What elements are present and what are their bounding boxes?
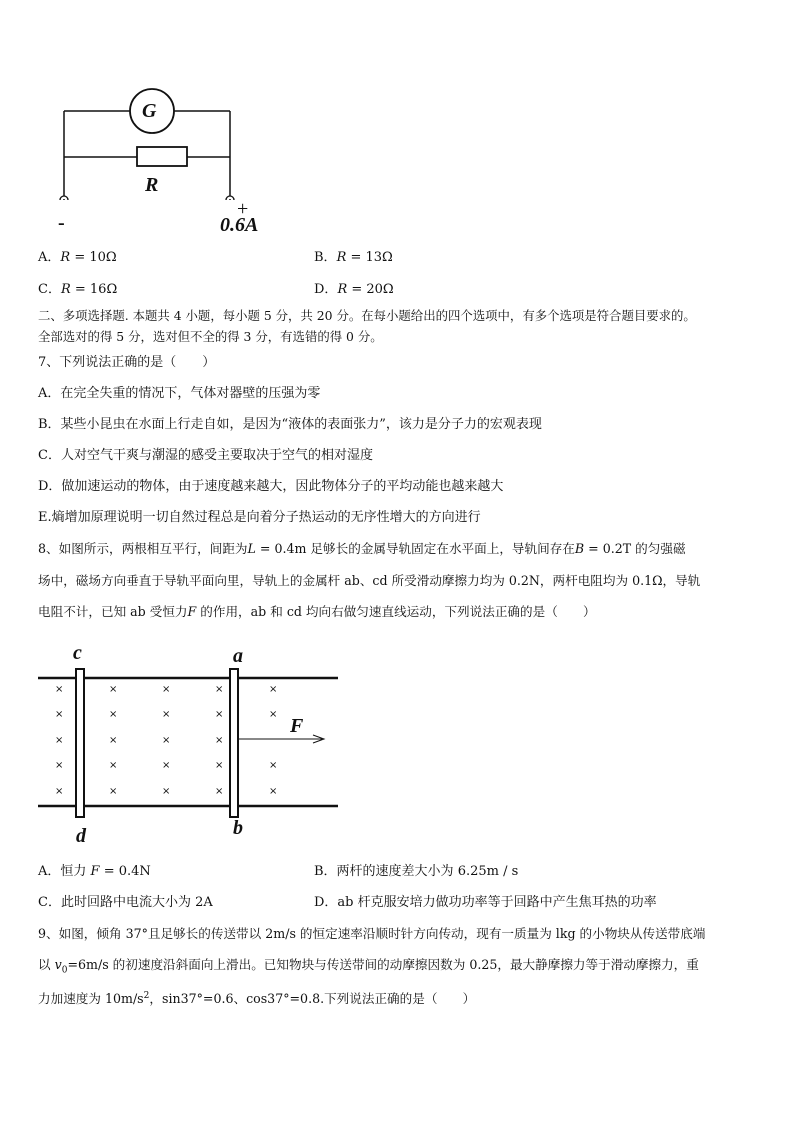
text-run: = 0.4m 足够长的金属导轨固定在水平面上，导轨间存在 xyxy=(255,541,575,556)
field-mark: × xyxy=(215,684,224,695)
field-mark: × xyxy=(215,709,224,720)
q7-option-b[interactable]: B．某些小昆虫在水面上行走自如，是因为“液体的表面张力”，该力是分子力的宏观表现 xyxy=(38,417,542,432)
minus-label: - xyxy=(58,212,65,234)
q6-option-b[interactable] xyxy=(314,250,393,266)
subscript: 0 xyxy=(61,965,68,976)
q7-option-c[interactable]: C．人对空气干爽与潮湿的感受主要取决于空气的相对湿度 xyxy=(38,448,373,463)
text-run: 电阻不计，已知 ab 受恒力 xyxy=(38,604,188,619)
option-letter: D． xyxy=(314,282,338,297)
q8-option-d[interactable]: D．ab 杆克服安培力做功功率等于回路中产生焦耳热的功率 xyxy=(314,895,657,910)
q7-option-d[interactable]: D．做加速运动的物体，由于速度越来越大，因此物体分子的平均动能也越来越大 xyxy=(38,479,504,494)
rod-ab xyxy=(230,669,238,817)
label-F: F xyxy=(290,715,304,737)
var-B: B xyxy=(574,541,585,556)
field-mark: × xyxy=(215,735,224,746)
rails-svg xyxy=(0,640,360,860)
text-run: ，sin37°=0.6、cos37°=0.8.下列说法正确的是（ ） xyxy=(149,991,476,1007)
var-L: L xyxy=(247,541,256,556)
section2-instructions-line1: 二、多项选择题. 本题共 4 小题，每小题 5 分，共 20 分。在每小题给出的四个选项中，有多个选项是符合题目要求的。 xyxy=(38,308,696,323)
resistor-symbol xyxy=(137,147,187,166)
text-run: = 0.2T 的匀强磁 xyxy=(584,541,686,556)
field-mark: × xyxy=(162,709,171,720)
option-letter: B． xyxy=(314,250,337,265)
q6-option-c[interactable] xyxy=(38,282,117,298)
label-d: d xyxy=(76,825,86,847)
label-a: a xyxy=(233,645,243,667)
label-b: b xyxy=(233,817,243,839)
q9-stem-line3 xyxy=(38,988,762,1007)
field-mark: × xyxy=(109,709,118,720)
field-mark: × xyxy=(269,709,278,720)
field-mark: × xyxy=(269,684,278,695)
field-mark: × xyxy=(109,760,118,771)
section2-instructions-line2: 全部选对的得 5 分，选对但不全的得 3 分，有选错的得 0 分。 xyxy=(38,329,383,344)
text-run: 的作用，ab 和 cd 均向右做匀速直线运动，下列说法正确的是（ ） xyxy=(196,604,596,619)
q8-stem-line2: 场中，磁场方向垂直于导轨平面向里，导轨上的金属杆 ab、cd 所受滑动摩擦力均为 0.2N，两杆电阻均为 0.1Ω，导轨 xyxy=(38,573,701,588)
q8-stem-line3 xyxy=(38,604,762,620)
var-F: F xyxy=(90,864,100,879)
q7-option-a[interactable]: A．在完全失重的情况下，气体对器壁的压强为零 xyxy=(38,386,321,401)
text-run: 8、如图所示，两根相互平行，间距为 xyxy=(38,541,248,556)
option-value: = 13Ω xyxy=(346,250,393,265)
q6-option-a[interactable] xyxy=(38,250,117,266)
rod-cd xyxy=(76,669,84,817)
option-value: = 16Ω xyxy=(70,282,118,297)
option-letter: C． xyxy=(38,282,61,297)
q7-stem: 7、下列说法正确的是（ ） xyxy=(38,355,216,370)
field-mark: × xyxy=(215,786,224,797)
q8-stem-line1 xyxy=(38,541,762,557)
field-mark: × xyxy=(162,735,171,746)
q6-option-d[interactable] xyxy=(314,282,394,298)
text-run: B．两杆的速度差大小为 xyxy=(314,864,458,879)
field-mark: × xyxy=(55,709,64,720)
field-mark: × xyxy=(55,735,64,746)
text-run: 以 xyxy=(38,957,55,972)
field-mark: × xyxy=(109,735,118,746)
field-mark: × xyxy=(162,760,171,771)
superscript: 2 xyxy=(143,991,150,1001)
q9-stem-line2 xyxy=(38,957,762,979)
field-mark: × xyxy=(269,760,278,771)
text-run: A．恒力 xyxy=(38,864,91,879)
field-mark: × xyxy=(162,684,171,695)
q7-option-e[interactable]: E.熵增加原理说明一切自然过程总是向着分子热运动的无序性增大的方向进行 xyxy=(38,510,481,525)
field-mark: × xyxy=(215,760,224,771)
option-value: = 20Ω xyxy=(347,282,394,297)
text-run: =6m/s 的初速度沿斜面向上滑出。已知物块与传送带间的动摩擦因数为 0.25，最大静摩擦力等于滑动摩擦力，重 xyxy=(67,957,699,972)
field-mark: × xyxy=(162,786,171,797)
text-run: 6.25m / s xyxy=(457,864,519,879)
q8-option-c[interactable]: C．此时回路中电流大小为 2A xyxy=(38,895,213,910)
field-mark: × xyxy=(269,786,278,797)
option-variable: R xyxy=(60,282,71,297)
option-value: = 10Ω xyxy=(70,250,117,265)
field-mark: × xyxy=(55,760,64,771)
option-letter: A． xyxy=(38,250,61,265)
q8-option-a[interactable] xyxy=(38,864,151,880)
option-variable: R xyxy=(337,282,348,297)
field-mark: × xyxy=(55,684,64,695)
text-run: 力加速度为 10m/s xyxy=(38,991,144,1007)
q8-option-b[interactable] xyxy=(314,864,518,880)
field-mark: × xyxy=(109,684,118,695)
label-c: c xyxy=(73,642,82,664)
var-v: v xyxy=(54,957,62,972)
var-F: F xyxy=(187,604,197,619)
q9-stem-line1: 9、如图，倾角 37°且足够长的传送带以 2m/s 的恒定速率沿顺时针方向传动，现有一质量为 lkg 的小物块从传送带底端 xyxy=(38,926,706,941)
text-run: = 0.4N xyxy=(99,864,151,879)
plus-label: + xyxy=(237,198,249,220)
field-mark: × xyxy=(109,786,118,797)
option-variable: R xyxy=(60,250,71,265)
option-variable: R xyxy=(336,250,347,265)
field-mark: × xyxy=(55,786,64,797)
resistor-label: R xyxy=(145,174,159,196)
galvanometer-label: G xyxy=(142,100,157,122)
current-label: 0.6A xyxy=(220,214,259,236)
